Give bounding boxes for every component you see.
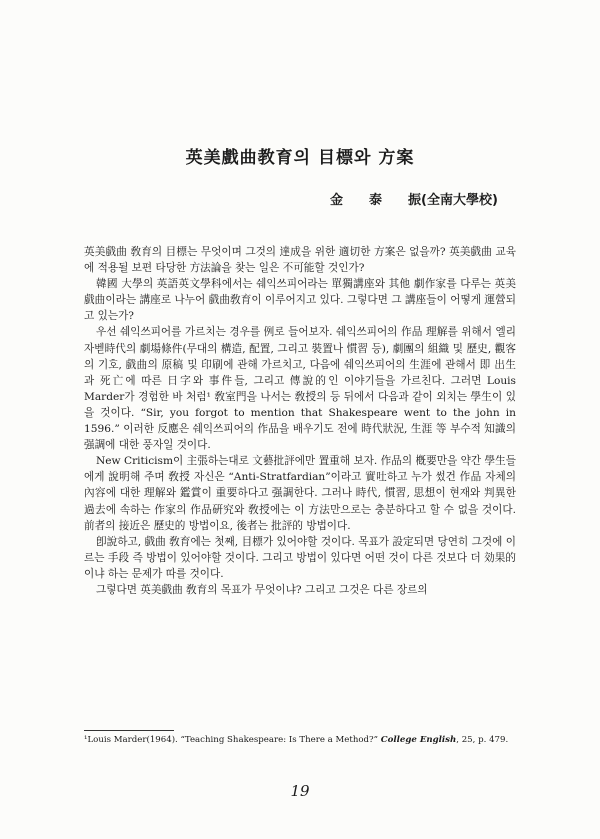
author-name-char-2: 泰 <box>369 193 383 208</box>
footnote-pages: , 25, p. 479. <box>456 735 509 745</box>
page-number: 19 <box>290 782 310 800</box>
footnote-citation: ¹Louis Marder(1964). “Teaching Shakespeare: Is There a Method?” <box>84 735 379 745</box>
paragraph: 卽說하고, 戲曲 敎育에는 첫째, 目標가 있어야할 것이다. 목표가 設定되면 당연히 그것에 이르는 手段 즉 방법이 있어야할 것이다. 그리고 방법이 있다면 어떤 것이 다른 것보다 더 効果的이냐 하는 문제가 따를 것이다. <box>84 535 516 580</box>
footnote-journal: College English <box>380 735 457 745</box>
author-affiliation: (全南大學校) <box>421 193 498 208</box>
paragraph: 韓國 大學의 英語英文學科에서는 쉐익쓰피어라는 單獨講座와 其他 劇作家를 다루는 英美戲曲이라는 講座로 나누어 戲曲敎育이 이루어지고 있다. 그렇다면 그 講座들이 어떻게 運營되고 있는가? <box>84 278 516 323</box>
paragraph: 그렇다면 英美戲曲 敎育의 목표가 무엇이냐? 그리고 그것은 다른 장르의 <box>96 583 428 596</box>
author-line <box>330 189 498 208</box>
footnote <box>84 734 516 747</box>
paragraph: 우선 쉐익쓰피어를 가르치는 경우를 例로 들어보자. 쉐익쓰피어의 作品 理解를 위해서 엘리자벧時代의 劇場條件(무대의 構造, 配置, 그리고 裝置나 慣習 등), 劇團의 組織 및 歷史, 觀客의 기호, 戲曲의 原稿 및 印刷에 관해 가르치고, 다음에 쉐익쓰피어의 生涯에 관해서 即 出生과 死亡에 따른 日字와 事件들, 그리고 傳說的인 이야기들을 가르친다. 그러면 Louis Marder가 경험한 바 처럼¹ 敎室門을 나서는 敎授의 등 뒤에서 다음과 같이 외치는 學生이 있을 것이다. “Sir, you forgot to mention that Shakespeare went to the john in 1596.” 이러한 反應은 쉐익쓰피어의 作品을 배우기도 전에 時代狀況, 生涯 等 부수적 知識의 强調에 대한 풍자일 것이다. <box>84 326 516 452</box>
paragraph: 英美戲曲 敎育의 目標는 무엇이며 그것의 達成을 위한 適切한 方案은 없을까? 英美戲曲 교육에 적용될 보편 타당한 方法論을 찾는 일은 不可能할 것인가? <box>84 246 516 275</box>
article-title: 英美戲曲教育의 目標와 方案 <box>185 148 415 168</box>
author-name-char-1: 金 <box>330 193 344 208</box>
footnote-divider <box>84 730 174 731</box>
author-name-char-3: 振 <box>408 193 422 208</box>
article-body <box>84 244 516 598</box>
paragraph: New Criticism이 主張하는대로 文藝批評에만 置重해 보자. 作品의 槪要만을 약간 學生들에게 說明해 주며 敎授 자신은 “Anti-Stratfardian”이라고 實吐하고 누가 썼건 作品 자체의 內容에 대한 理解와 鑑賞이 重要하다고 强調한다. 그러나 時代, 慣習, 思想이 현재와 判異한 過去에 속하는 作家의 作品硏究와 敎授에는 이 方法만으로는 충분하다고 할 수 없을 것이다. 前者의 接近은 歷史的 방법이요, 後者는 批評的 방법이다. <box>84 455 516 532</box>
